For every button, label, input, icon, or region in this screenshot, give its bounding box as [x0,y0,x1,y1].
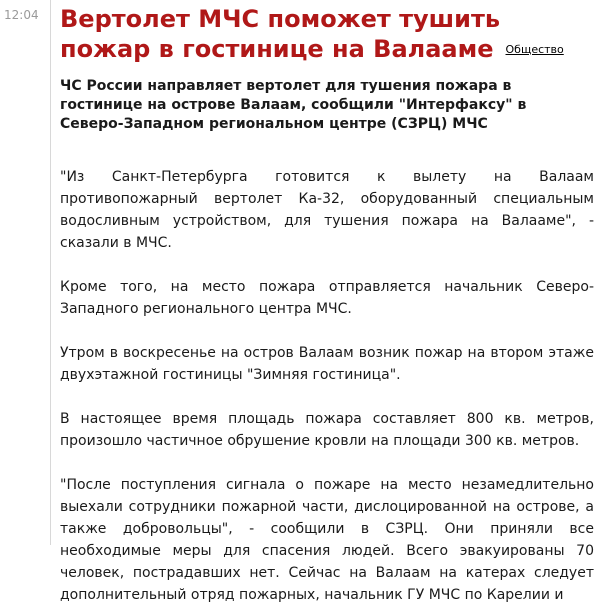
article-paragraph: "После поступления сигнала о пожаре на место незамедлительно выехали сотрудники пожарной части, дислоцированной на острове, а также добровольцы", - сообщили в СЗРЦ. Они приняли все необходимые меры для спасения людей. Всего эвакуированы 70 человек, пострадавших нет. Сейчас на Валаам на катерах следует дополнительный отряд пожарных, начальник ГУ МЧС по Карелии и [60,477,594,603]
category-link[interactable]: Общество [505,43,564,56]
article-paragraph: В настоящее время площадь пожара составляет 800 кв. метров, произошло частичное обрушение кровли на площади 300 кв. метров. [60,411,594,449]
article-title-text: Вертолет МЧС поможет тушить пожар в гостинице на Валааме [60,5,501,63]
publish-time: 12:04 [4,8,39,22]
article-title [60,4,594,65]
article-lead: ЧС России направляет вертолет для тушения пожара в гостинице на острове Валаам, сообщили "Интерфаксу" в Северо-Западном региональном центре (СЗРЦ) МЧС [60,78,527,132]
article-paragraph: "Из Санкт-Петербурга готовится к вылету на Валаам противопожарный вертолет Ка-32, оборудованный специальным водосливным устройством, для тушения пожара на Валааме", - сказали в МЧС. [60,169,594,251]
article-body [60,166,594,606]
article-paragraph: Утром в воскресенье на остров Валаам возник пожар на втором этаже двухэтажной гостиницы "Зимняя гостиница". [60,345,594,383]
article-paragraph: Кроме того, на место пожара отправляется начальник Северо-Западного регионального центра МЧС. [60,279,594,317]
news-article [60,0,594,606]
timestamp-column [0,0,51,545]
